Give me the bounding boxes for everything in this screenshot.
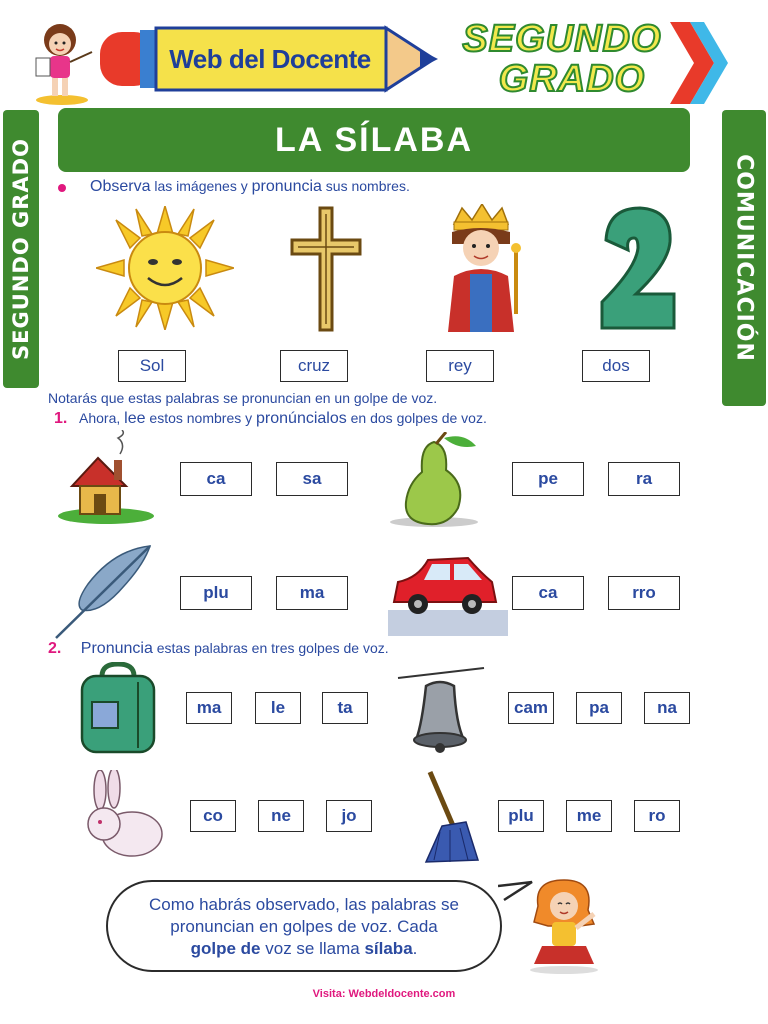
note-text: Notarás que estas palabras se pronuncian en un golpe de voz. (48, 390, 438, 406)
side-label-subject: COMUNICACIÓN (722, 110, 766, 406)
car-icon (388, 548, 508, 636)
syllable-box: ma (276, 576, 348, 610)
rabbit-icon (76, 770, 166, 862)
feather-duster-icon (420, 770, 480, 864)
brand-title: Web del Docente (169, 44, 371, 74)
suitcase-icon (78, 662, 158, 754)
syllable-box: sa (276, 462, 348, 496)
speech-bubble (106, 880, 502, 972)
page-title: LA SÍLABA (58, 108, 690, 172)
syllable-box: ca (180, 462, 252, 496)
word-box: rey (426, 350, 494, 382)
syllable-box: plu (498, 800, 544, 832)
section1-instruction: 1. Ahora, lee estos nombres y pronúncialos en dos golpes de voz. (54, 410, 487, 427)
syllable-box: ma (186, 692, 232, 724)
word-box: dos (582, 350, 650, 382)
syllable-box: co (190, 800, 236, 832)
word-box: cruz (280, 350, 348, 382)
syllable-box: jo (326, 800, 372, 832)
syllable-box: pe (512, 462, 584, 496)
syllable-box: me (566, 800, 612, 832)
king-icon (440, 204, 530, 332)
syllable-box: ro (634, 800, 680, 832)
number-two-icon (596, 204, 678, 332)
syllable-box: plu (180, 576, 252, 610)
syllable-box: ne (258, 800, 304, 832)
grade-badge (432, 18, 732, 106)
house-icon (56, 430, 156, 530)
bubble-line2: pronuncian en golpes de voz. Cada (170, 917, 438, 936)
syllable-box: na (644, 692, 690, 724)
teacher-icon (30, 18, 100, 106)
girl-icon (524, 876, 608, 976)
bubble-line1: Como habrás observado, las palabras se (149, 895, 459, 914)
syllable-box: ta (322, 692, 368, 724)
syllable-box: ca (512, 576, 584, 610)
bubble-line3: golpe de voz se llama sílaba. (190, 939, 418, 958)
syllable-box: pa (576, 692, 622, 724)
grade-badge-line1: SEGUNDO (462, 18, 662, 60)
sun-icon (96, 206, 234, 330)
word-box: Sol (118, 350, 186, 382)
grade-badge-line2: GRADO (498, 58, 646, 100)
intro-instruction: Observa las imágenes y pronuncia sus nombres. (90, 178, 410, 195)
chevron-right-icon (664, 22, 728, 104)
syllable-box: le (255, 692, 301, 724)
bullet-icon (58, 184, 66, 192)
side-label-grade: SEGUNDO GRADO (3, 110, 39, 388)
syllable-box: ra (608, 462, 680, 496)
pear-icon (386, 432, 482, 528)
section2-instruction: 2. Pronuncia estas palabras en tres golpes de voz. (48, 640, 389, 657)
cross-icon (288, 206, 364, 332)
syllable-box: cam (508, 692, 554, 724)
bell-icon (396, 664, 486, 756)
syllable-box: rro (608, 576, 680, 610)
feather-icon (54, 544, 154, 640)
footer-link[interactable]: Visita: Webdeldocente.com (312, 988, 456, 1000)
